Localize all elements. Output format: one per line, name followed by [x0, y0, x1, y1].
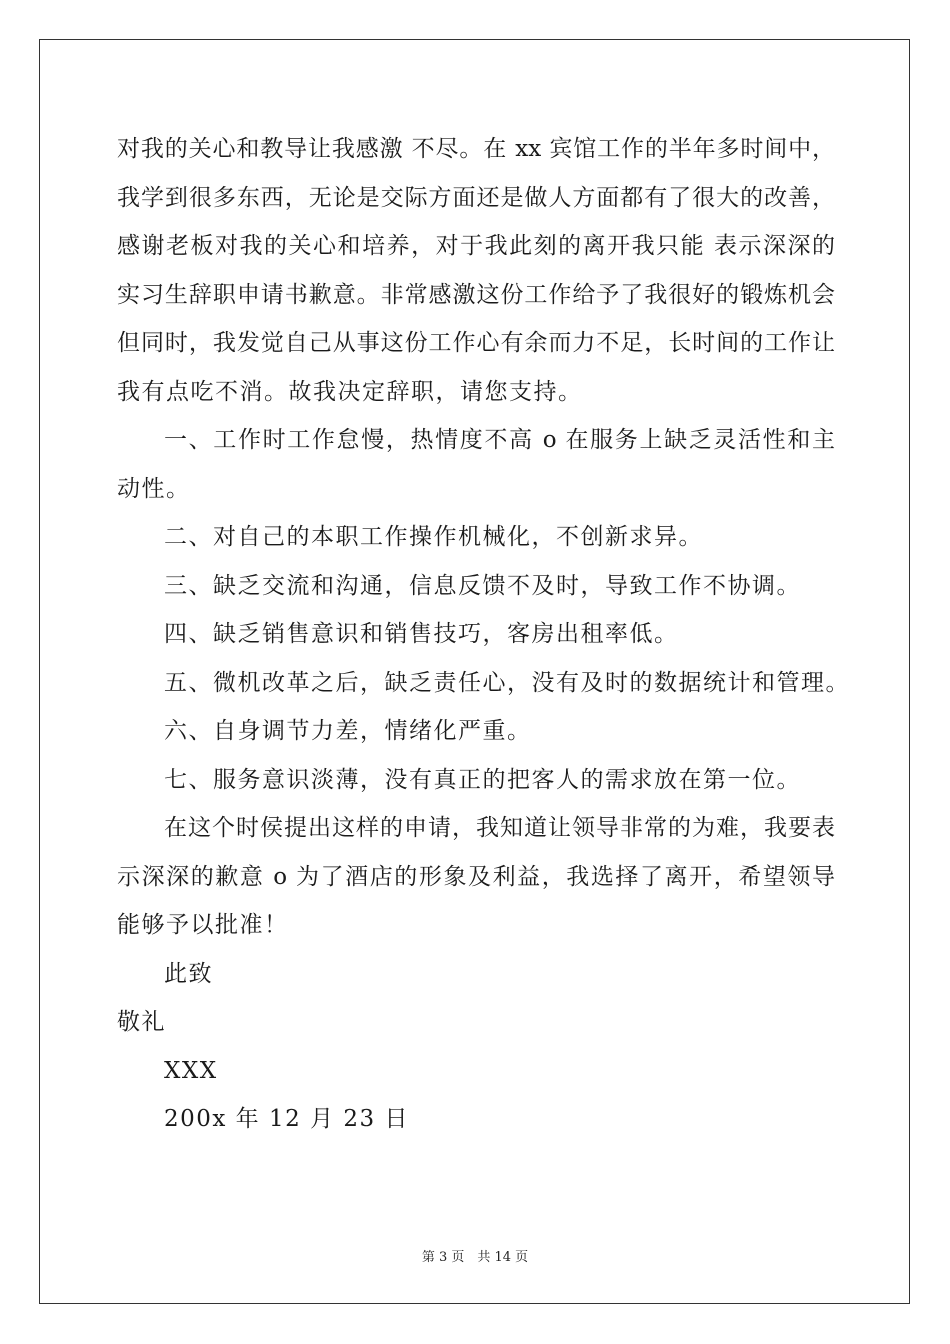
paragraph-line: 我有点吃不消。故我决定辞职，请您支持。 [117, 378, 583, 405]
list-item-5: 五、微机改革之后，缺乏责任心，没有及时的数据统计和管理。 [164, 669, 850, 696]
closing-paragraph-line: 能够予以批准！ [117, 912, 289, 938]
list-item-6: 六、自身调节力差，情绪化严重。 [164, 718, 532, 744]
list-item-1: 一、工作时工作怠慢，热情度不高 o 在服务上缺乏灵活性和主 [164, 427, 835, 453]
salutation-line: 此致 [164, 960, 213, 987]
list-item-3: 三、缺乏交流和沟通，信息反馈不及时，导致工作不协调。 [164, 572, 801, 599]
date-line: 200x 年 12 月 23 日 [164, 1106, 409, 1132]
paragraph-line: 实习生辞职申请书歉意。非常感激这份工作给予了我很好的锻炼机会 [117, 281, 835, 308]
paragraph-line: 感谢老板对我的关心和培养，对于我此刻的离开我只能 表示深深的 [117, 233, 835, 259]
closing-paragraph-line: 示深深的歉意 o 为了酒店的形象及利益，我选择了离开，希望领导 [117, 863, 835, 890]
paragraph-line: 但同时，我发觉自己从事这份工作心有余而力不足，长时间的工作让 [117, 330, 835, 356]
paragraph-line: 我学到很多东西，无论是交际方面还是做人方面都有了很大的改善， [117, 184, 835, 211]
list-item-4: 四、缺乏销售意识和销售技巧，客房出租率低。 [164, 621, 679, 647]
list-item-1-cont: 动性。 [117, 475, 191, 502]
signature: XXX [164, 1057, 218, 1084]
page-number-footer: 第 3 页 共 14 页 [421, 1250, 529, 1265]
paragraph-line: 对我的关心和教导让我感激 不尽。在 xx 宾馆工作的半年多时间中， [117, 136, 835, 162]
closing-paragraph-line: 在这个时侯提出这样的申请，我知道让领导非常的为难，我要表 [164, 815, 835, 841]
list-item-7: 七、服务意识淡薄，没有真正的把客人的需求放在第一位。 [164, 766, 801, 793]
list-item-2: 二、对自己的本职工作操作机械化，不创新求异。 [164, 524, 703, 550]
salutation-line: 敬礼 [117, 1009, 166, 1035]
document-body [117, 125, 850, 1144]
